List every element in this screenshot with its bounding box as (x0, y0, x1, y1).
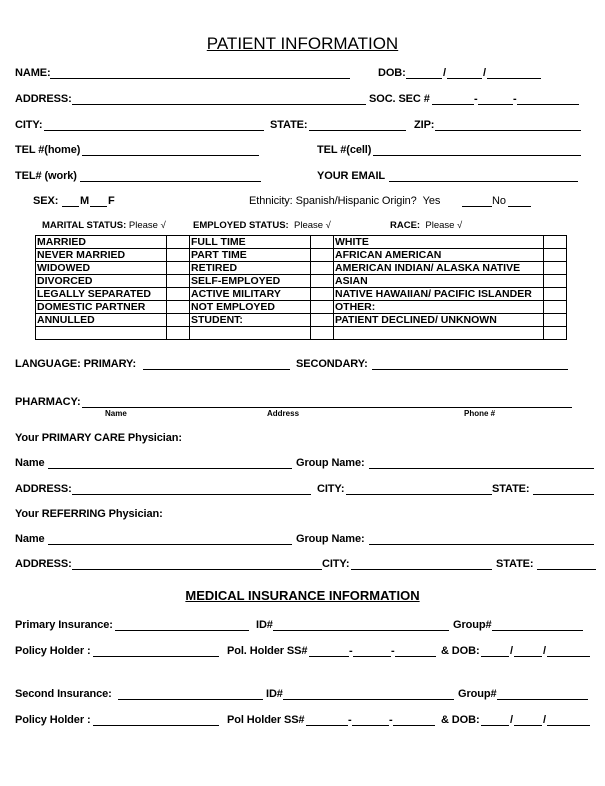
marital-checkbox[interactable] (167, 275, 190, 288)
employed-checkbox[interactable] (311, 288, 334, 301)
primary-insurance-id-field[interactable] (273, 616, 449, 631)
referring-name-label: Name (15, 533, 45, 545)
marital-checkbox[interactable] (167, 301, 190, 314)
referring-name-field[interactable] (48, 530, 292, 545)
second-holder-dob-year[interactable] (547, 711, 590, 726)
employed-option: RETIRED (190, 262, 311, 275)
referring-heading: Your REFERRING Physician: (15, 508, 163, 520)
ssn-part3-field[interactable] (517, 90, 579, 105)
race-option: AFRICAN AMERICAN (334, 249, 544, 262)
marital-checkbox[interactable] (167, 249, 190, 262)
dob-month-field[interactable] (406, 64, 442, 79)
race-checkbox[interactable] (544, 288, 567, 301)
address-field[interactable] (72, 90, 366, 105)
referring-address-label: ADDRESS: (15, 558, 72, 570)
employed-checkbox[interactable] (311, 275, 334, 288)
second-holder-ss-sep2: - (389, 714, 393, 726)
employed-checkbox[interactable] (311, 236, 334, 249)
primary-holder-ss-part3[interactable] (395, 642, 436, 657)
referring-address-field[interactable] (72, 555, 322, 570)
language-secondary-field[interactable] (372, 355, 568, 370)
status-table (35, 235, 567, 340)
referring-state-label: STATE: (496, 558, 534, 570)
email-label: YOUR EMAIL (317, 170, 386, 182)
marital-option: MARRIED (36, 236, 167, 249)
marital-option: LEGALLY SEPARATED (36, 288, 167, 301)
tel-work-field[interactable] (80, 167, 261, 182)
marital-checkbox[interactable] (167, 288, 190, 301)
primary-care-address-label: ADDRESS: (15, 483, 72, 495)
employed-checkbox[interactable] (311, 262, 334, 275)
primary-holder-ss-part1[interactable] (309, 642, 349, 657)
second-holder-dob-sep2: / (543, 714, 546, 726)
primary-holder-ss-sep2: - (391, 645, 395, 657)
page-title: PATIENT INFORMATION (206, 34, 399, 53)
city-field[interactable] (44, 116, 264, 131)
primary-care-state-label: STATE: (492, 483, 530, 495)
employed-status-title: EMPLOYED STATUS: (193, 220, 289, 231)
employed-option[interactable] (190, 327, 311, 340)
zip-label: ZIP: (414, 119, 435, 131)
referring-group-field[interactable] (369, 530, 594, 545)
insurance-section-title: MEDICAL INSURANCE INFORMATION (185, 588, 420, 603)
tel-work-label: TEL# (work) (15, 170, 77, 182)
primary-holder-dob-year[interactable] (547, 642, 590, 657)
race-option: WHITE (334, 236, 544, 249)
dob-day-field[interactable] (447, 64, 482, 79)
ethnicity-question: Ethnicity: Spanish/Hispanic Origin? (249, 195, 417, 207)
sex-label: SEX: (33, 195, 59, 207)
primary-care-address-field[interactable] (72, 480, 311, 495)
second-holder-ss-part2[interactable] (352, 711, 389, 726)
dob-year-field[interactable] (487, 64, 541, 79)
second-holder-field[interactable] (93, 711, 219, 726)
city-label: CITY: (15, 119, 43, 131)
primary-insurance-id-label: ID# (256, 619, 273, 631)
ssn-part1-field[interactable] (432, 90, 474, 105)
name-label: NAME: (15, 67, 51, 79)
primary-care-name-field[interactable] (48, 454, 292, 469)
second-insurance-group-field[interactable] (497, 685, 588, 700)
primary-insurance-label: Primary Insurance: (15, 619, 113, 631)
employed-checkbox[interactable] (311, 249, 334, 262)
primary-insurance-group-field[interactable] (492, 616, 583, 631)
pharmacy-phone-caption: Phone # (464, 409, 496, 418)
state-field[interactable] (309, 116, 406, 131)
primary-holder-dob-day[interactable] (514, 642, 542, 657)
race-checkbox[interactable] (544, 236, 567, 249)
language-secondary-label: SECONDARY: (296, 358, 368, 370)
race-checkbox[interactable] (544, 275, 567, 288)
race-option: NATIVE HAWAIIAN/ PACIFIC ISLANDER (334, 288, 544, 301)
table-row (36, 262, 567, 275)
race-checkbox[interactable] (544, 262, 567, 275)
employed-checkbox[interactable] (311, 301, 334, 314)
sex-m-field[interactable] (62, 192, 79, 207)
second-holder-dob-day[interactable] (514, 711, 542, 726)
sex-f-field[interactable] (90, 192, 107, 207)
referring-city-field[interactable] (351, 555, 492, 570)
second-insurance-group-label: Group# (458, 688, 497, 700)
tel-home-label: TEL #(home) (15, 144, 81, 156)
ethnicity-yes-field[interactable] (462, 192, 492, 207)
employed-option: FULL TIME (190, 236, 311, 249)
race-title: RACE: (390, 220, 421, 231)
primary-insurance-field[interactable] (115, 616, 249, 631)
ethnicity-no-label: No (492, 195, 506, 207)
second-insurance-field[interactable] (118, 685, 263, 700)
ssn-sep-2: - (513, 93, 517, 105)
ssn-part2-field[interactable] (478, 90, 513, 105)
race-header (390, 220, 462, 231)
race-option[interactable] (334, 327, 544, 340)
second-insurance-id-label: ID# (266, 688, 283, 700)
tel-cell-field[interactable] (373, 141, 581, 156)
primary-care-group-label: Group Name: (296, 457, 365, 469)
sex-f-label: F (108, 195, 115, 207)
race-option: OTHER: (334, 301, 544, 314)
primary-holder-dob-label: & DOB: (441, 645, 480, 657)
referring-city-label: CITY: (322, 558, 350, 570)
race-option: AMERICAN INDIAN/ ALASKA NATIVE (334, 262, 544, 275)
second-holder-ss-sep1: - (348, 714, 352, 726)
marital-checkbox[interactable] (167, 314, 190, 327)
primary-care-group-field[interactable] (369, 454, 594, 469)
primary-care-city-label: CITY: (317, 483, 345, 495)
pharmacy-address-caption: Address (267, 409, 300, 418)
race-note: Please √ (425, 220, 463, 231)
second-holder-ss-part3[interactable] (393, 711, 435, 726)
primary-holder-dob-sep2: / (543, 645, 546, 657)
ethnicity-yes-label: Yes (422, 195, 441, 207)
primary-holder-ss-sep1: - (349, 645, 353, 657)
table-row (36, 301, 567, 314)
employed-status-note: Please √ (294, 220, 331, 231)
language-primary-field[interactable] (143, 355, 290, 370)
race-option: PATIENT DECLINED/ UNKNOWN (334, 314, 544, 327)
second-holder-dob-label: & DOB: (441, 714, 480, 726)
ethnicity-no-field[interactable] (508, 192, 531, 207)
employed-checkbox[interactable] (311, 327, 334, 340)
second-holder-ss-part1[interactable] (306, 711, 348, 726)
tel-cell-label: TEL #(cell) (317, 144, 372, 156)
marital-status-title: MARITAL STATUS: (42, 220, 127, 231)
second-holder-label: Policy Holder : (15, 714, 91, 726)
marital-option: DIVORCED (36, 275, 167, 288)
ssn-label: SOC. SEC # (369, 93, 430, 105)
table-row (36, 236, 567, 249)
race-checkbox[interactable] (544, 301, 567, 314)
primary-holder-ss-label: Pol. Holder SS# (227, 645, 308, 657)
pharmacy-name-caption: Name (105, 409, 127, 418)
table-row (36, 275, 567, 288)
marital-checkbox[interactable] (167, 236, 190, 249)
table-row (36, 288, 567, 301)
tel-home-field[interactable] (82, 141, 259, 156)
race-checkbox[interactable] (544, 327, 567, 340)
second-holder-dob-month[interactable] (481, 711, 509, 726)
language-primary-label: LANGUAGE: PRIMARY: (15, 358, 137, 370)
primary-care-state-field[interactable] (533, 480, 594, 495)
referring-group-label: Group Name: (296, 533, 365, 545)
zip-field[interactable] (435, 116, 581, 131)
marital-checkbox[interactable] (167, 327, 190, 340)
pharmacy-field[interactable] (82, 393, 572, 408)
second-insurance-label: Second Insurance: (15, 688, 112, 700)
second-holder-ss-label: Pol Holder SS# (227, 714, 305, 726)
dob-sep-1: / (443, 67, 446, 79)
marital-option: WIDOWED (36, 262, 167, 275)
primary-holder-dob-month[interactable] (481, 642, 509, 657)
marital-option: ANNULLED (36, 314, 167, 327)
employed-status-header (193, 220, 331, 231)
second-insurance-id-field[interactable] (283, 685, 454, 700)
primary-care-heading: Your PRIMARY CARE Physician: (15, 432, 182, 444)
second-holder-dob-sep1: / (510, 714, 513, 726)
pharmacy-label: PHARMACY: (15, 396, 81, 408)
primary-holder-field[interactable] (93, 642, 219, 657)
primary-holder-label: Policy Holder : (15, 645, 91, 657)
marital-option: NEVER MARRIED (36, 249, 167, 262)
marital-checkbox[interactable] (167, 262, 190, 275)
address-label: ADDRESS: (15, 93, 72, 105)
race-checkbox[interactable] (544, 249, 567, 262)
employed-option: ACTIVE MILITARY (190, 288, 311, 301)
employed-option: PART TIME (190, 249, 311, 262)
primary-holder-dob-sep1: / (510, 645, 513, 657)
name-field[interactable] (50, 64, 350, 79)
employed-option: STUDENT: (190, 314, 311, 327)
table-row (36, 249, 567, 262)
table-row (36, 327, 567, 340)
employed-option: SELF-EMPLOYED (190, 275, 311, 288)
table-row (36, 314, 567, 327)
race-checkbox[interactable] (544, 314, 567, 327)
ssn-sep-1: - (474, 93, 478, 105)
email-field[interactable] (389, 167, 578, 182)
employed-option: NOT EMPLOYED (190, 301, 311, 314)
dob-sep-2: / (483, 67, 486, 79)
sex-m-label: M (80, 195, 90, 207)
ethnicity-label (249, 195, 440, 207)
primary-care-name-label: Name (15, 457, 45, 469)
marital-option: DOMESTIC PARTNER (36, 301, 167, 314)
primary-insurance-group-label: Group# (453, 619, 492, 631)
marital-status-note: Please √ (128, 220, 166, 231)
primary-holder-ss-part2[interactable] (353, 642, 391, 657)
primary-care-city-field[interactable] (346, 480, 492, 495)
marital-option[interactable] (36, 327, 167, 340)
referring-state-field[interactable] (537, 555, 596, 570)
state-label: STATE: (270, 119, 308, 131)
race-option: ASIAN (334, 275, 544, 288)
employed-checkbox[interactable] (311, 314, 334, 327)
dob-label: DOB: (378, 67, 406, 79)
marital-status-header (42, 220, 166, 231)
